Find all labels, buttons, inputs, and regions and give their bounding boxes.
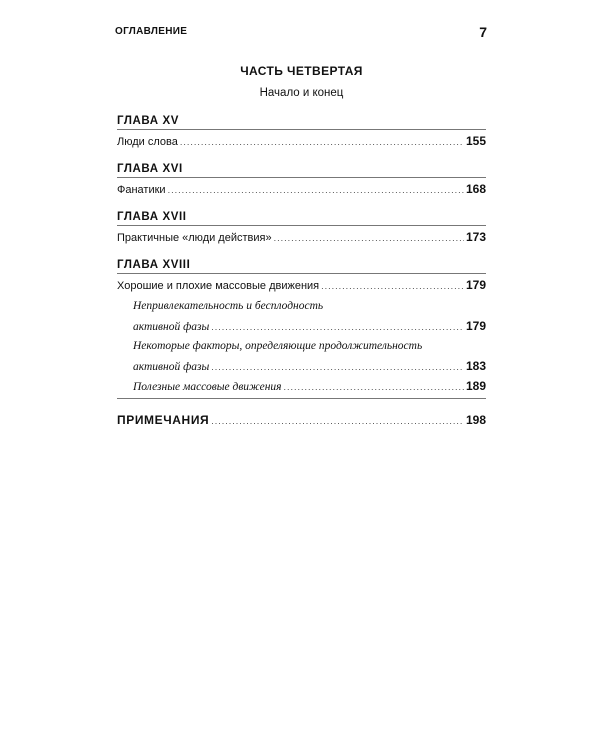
page-reference: 198 xyxy=(465,413,486,427)
dot-leader xyxy=(168,179,464,201)
chapter-title: Люди слова xyxy=(117,136,178,148)
notes-label: ПРИМЕЧАНИЯ xyxy=(117,413,210,427)
section-entry[interactable] xyxy=(117,376,486,396)
section-entry[interactable] xyxy=(117,336,486,376)
chapter-entry xyxy=(117,209,486,248)
dot-leader xyxy=(211,317,464,337)
chapter-entry xyxy=(117,113,486,152)
part-subtitle: Начало и конец xyxy=(259,87,344,99)
running-head: ОГЛАВЛЕНИЕ xyxy=(115,26,188,37)
notes-entry[interactable] xyxy=(117,409,486,431)
dot-leader xyxy=(211,410,464,432)
page-reference: 179 xyxy=(465,319,486,333)
chapter-title: Фанатики xyxy=(117,184,166,196)
toc-line xyxy=(133,356,486,376)
dot-leader xyxy=(274,227,464,249)
section-title-line: Полезные массовые движения xyxy=(133,381,282,393)
chapter-title: Хорошие и плохие массовые движения xyxy=(117,280,320,292)
section-title-line: Непривлекательность и бесплодность xyxy=(133,300,324,312)
dot-leader xyxy=(180,131,464,153)
dot-leader xyxy=(321,275,464,297)
toc-line[interactable] xyxy=(117,130,486,152)
chapter-entry xyxy=(117,257,486,396)
section-title-line: активной фазы xyxy=(133,361,210,373)
page-reference: 179 xyxy=(465,278,486,292)
toc-line[interactable] xyxy=(117,178,486,200)
toc-line xyxy=(133,316,486,336)
section-title-line: Некоторые факторы, определяющие продолжительность xyxy=(133,340,423,352)
part-title: ЧАСТЬ ЧЕТВЕРТАЯ xyxy=(240,64,363,78)
notes-divider xyxy=(117,398,486,399)
chapter-title: Практичные «люди действия» xyxy=(117,232,272,244)
toc-line[interactable] xyxy=(117,226,486,248)
page-reference: 183 xyxy=(465,359,486,373)
section-title-line: активной фазы xyxy=(133,321,210,333)
page-number: 7 xyxy=(479,24,487,40)
chapter-heading: ГЛАВА XV xyxy=(117,115,179,127)
page-reference: 189 xyxy=(465,379,486,393)
page-reference: 173 xyxy=(465,230,486,244)
chapter-entry xyxy=(117,161,486,200)
table-of-contents xyxy=(117,62,486,431)
chapter-heading: ГЛАВА XVI xyxy=(117,163,183,175)
section-entry[interactable] xyxy=(117,296,486,336)
toc-line xyxy=(133,376,486,396)
page-reference: 168 xyxy=(465,182,486,196)
dot-leader xyxy=(211,357,464,377)
toc-line[interactable] xyxy=(117,274,486,296)
dot-leader xyxy=(284,377,464,397)
page-reference: 155 xyxy=(465,134,486,148)
chapter-heading: ГЛАВА XVIII xyxy=(117,259,191,271)
chapter-heading: ГЛАВА XVII xyxy=(117,211,187,223)
